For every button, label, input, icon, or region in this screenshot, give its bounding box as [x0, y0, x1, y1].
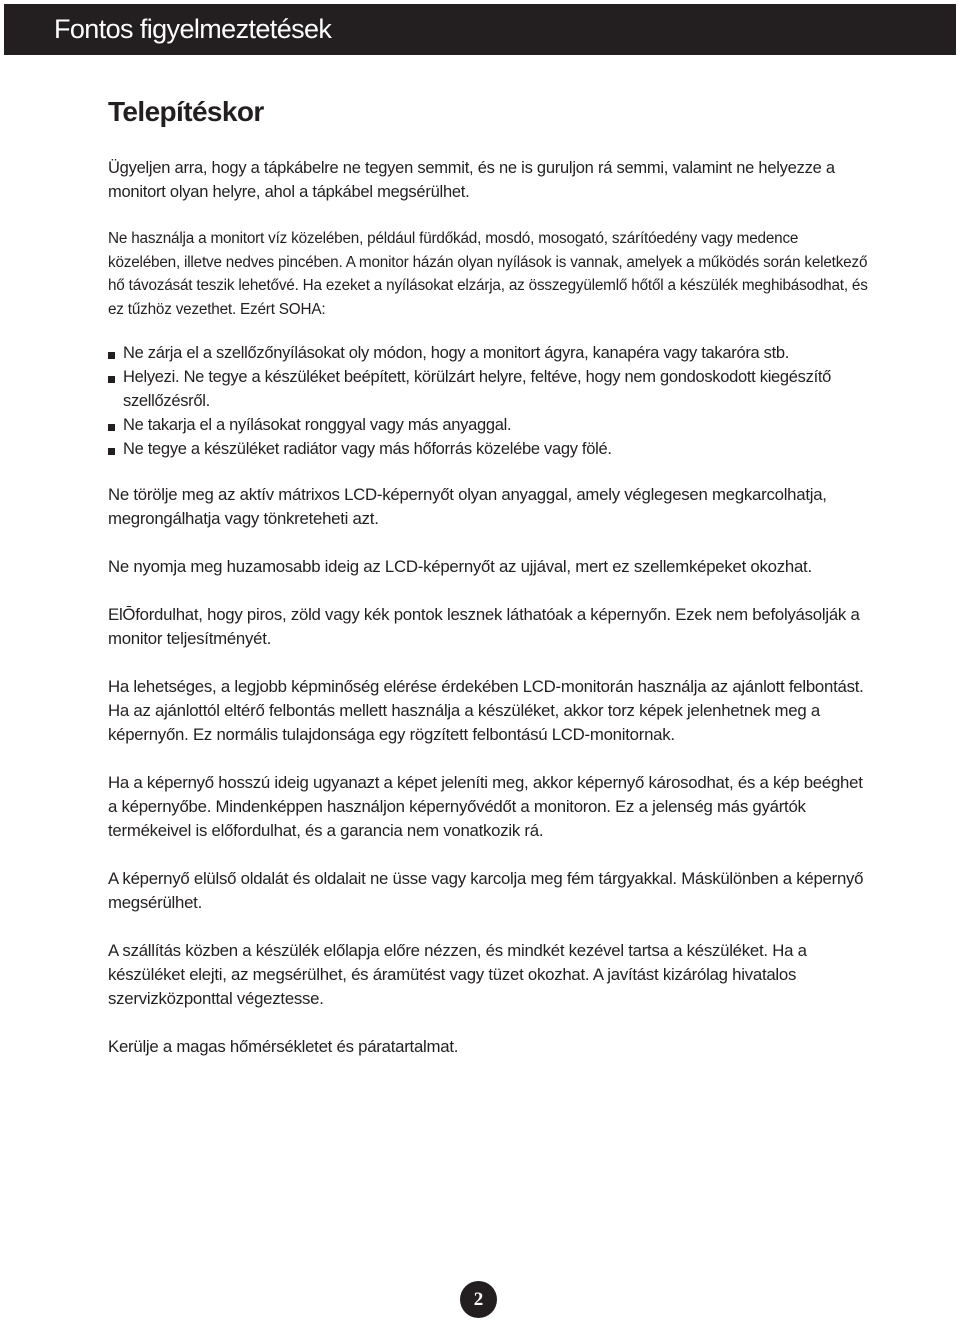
square-bullet-icon	[108, 448, 115, 455]
paragraph-temperature-humidity: Kerülje a magas hőmérsékletet és páratartalmat.	[108, 1037, 459, 1056]
list-item	[108, 341, 868, 365]
main-content	[108, 92, 868, 1083]
paragraph-screen-pressing: Ne nyomja meg huzamosabb ideig az LCD-képernyőt az ujjával, mert ez szellemképeket okozhat.	[108, 557, 812, 576]
list-item-text: Helyezi. Ne tegye a készüléket beépített, körülzárt helyre, feltéve, hogy nem gondoskodott kiegészítő szellőzésről.	[123, 368, 832, 410]
list-item-text: Ne zárja el a szellőzőnyílásokat oly módon, hogy a monitort ágyra, kanapéra vagy takaróra stb.	[123, 344, 790, 362]
square-bullet-icon	[108, 352, 115, 359]
header-bar	[4, 4, 956, 55]
list-item-text: Ne tegye a készüléket radiátor vagy más hőforrás közelébe vagy fölé.	[123, 440, 612, 458]
page-header-title: Fontos figyelmeztetések	[54, 14, 332, 44]
paragraph-image-burn-in: Ha a képernyő hosszú ideig ugyanazt a képet jeleníti meg, akkor képernyő károsodhat, és a kép beéghet a képernyőbe. Mindenképpen használjon képernyővédőt a monitoron. Ez a jelenség más gyártók termékeivel is előfordulhat, és a garancia nem vonatkozik rá.	[108, 773, 863, 840]
list-item	[108, 437, 868, 461]
paragraph-water-ventilation: Ne használja a monitort víz közelében, például fürdőkád, mosdó, mosogató, szárítóedény vagy medence közelében, illetve nedves pincében. A monitor házán olyan nyílások is vannak, amelyek a működés során keletkező hő távozását teszik lehetővé. Ha ezeket a nyílásokat elzárja, az összegyülemlő hőtől a készülék meghibásodhat, és ez tűzhöz vezethet. Ezért SOHA:	[108, 230, 868, 318]
list-item	[108, 413, 868, 437]
paragraph-metal-objects: A képernyő elülső oldalát és oldalait ne üsse vagy karcolja meg fém tárgyakkal. Máskülönben a képernyő megsérülhet.	[108, 869, 864, 912]
square-bullet-icon	[108, 376, 115, 383]
paragraph-transport: A szállítás közben a készülék előlapja előre nézzen, és mindkét kezével tartsa a készüléket. Ha a készüléket elejti, az megsérülhet, és áramütést vagy tüzet okozhat. A javítást kizárólag hivatalos szervizközponttal végeztesse.	[108, 941, 807, 1008]
page-number-badge: 2	[460, 1281, 497, 1318]
section-heading: Telepítéskor	[108, 96, 264, 127]
square-bullet-icon	[108, 424, 115, 431]
paragraph-colored-dots: ElŌfordulhat, hogy piros, zöld vagy kék pontok lesznek láthatóak a képernyőn. Ezek nem befolyásolják a monitor teljesítményét.	[108, 605, 860, 648]
paragraph-power-cable: Ügyeljen arra, hogy a tápkábelre ne tegyen semmit, és ne is guruljon rá semmi, valamint ne helyezze a monitort olyan helyre, ahol a tápkábel megsérülhet.	[108, 159, 835, 201]
list-item-text: Ne takarja el a nyílásokat ronggyal vagy más anyaggal.	[123, 416, 512, 434]
list-item	[108, 365, 868, 413]
paragraph-screen-wiping: Ne törölje meg az aktív mátrixos LCD-képernyőt olyan anyaggal, amely véglegesen megkarcolhatja, megrongálhatja vagy tönkreteheti azt.	[108, 485, 827, 528]
paragraph-recommended-resolution: Ha lehetséges, a legjobb képminőség elérése érdekében LCD-monitorán használja az ajánlott felbontást. Ha az ajánlottól eltérő felbontás mellett használja a készüléket, akkor torz képek jelenhetnek meg a képernyőn. Ez normális tulajdonsága egy rögzített felbontású LCD-monitornak.	[108, 677, 864, 744]
warning-bullet-list	[108, 341, 868, 461]
